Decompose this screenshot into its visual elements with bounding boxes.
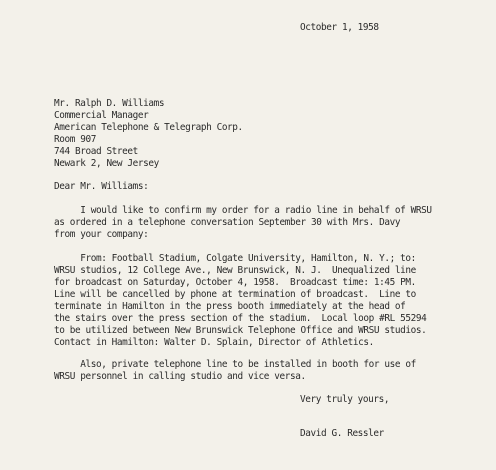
recipient-street: 744 Broad Street [54, 146, 138, 157]
paragraph2-line: to be utilized between New Brunswick Telephone Office and WRSU studios. [54, 325, 427, 336]
paragraph2-line: From: Football Stadium, Colgate University, Hamilton, N. Y.; to: [54, 253, 416, 264]
paragraph3-line: WRSU personnel in calling studio and vice versa. [54, 371, 306, 382]
paragraph2-line: Line will be cancelled by phone at termination of broadcast. Line to [54, 289, 416, 300]
paragraph1-line: from your company: [54, 229, 149, 240]
paragraph1-line: I would like to confirm my order for a radio line in behalf of WRSU [54, 205, 432, 216]
recipient-company: American Telephone & Telegraph Corp. [54, 122, 243, 133]
paragraph2-line: for broadcast on Saturday, October 4, 1958. Broadcast time: 1:45 PM. [54, 277, 416, 288]
paragraph2-line: the stairs over the press section of the stadium. Local loop #RL 55294 [54, 313, 427, 324]
paragraph3-line: Also, private telephone line to be installed in booth for use of [54, 359, 416, 370]
recipient-city: Newark 2, New Jersey [54, 158, 159, 169]
closing: Very truly yours, [300, 394, 390, 405]
paragraph2-line: terminate in Hamilton in the press booth immediately at the head of [54, 301, 406, 312]
signer-name: David G. Ressler [300, 428, 384, 439]
recipient-title: Commercial Manager [54, 110, 149, 121]
paragraph2-line: WRSU studios, 12 College Ave., New Brunswick, N. J. Unequalized line [54, 265, 416, 276]
salutation: Dear Mr. Williams: [54, 181, 149, 192]
recipient-name: Mr. Ralph D. Williams [54, 98, 165, 109]
paragraph2-line: Contact in Hamilton: Walter D. Splain, Director of Athletics. [54, 337, 374, 348]
letter-date: October 1, 1958 [300, 22, 379, 33]
recipient-room: Room 907 [54, 134, 96, 145]
paragraph1-line: as ordered in a telephone conversation September 30 with Mrs. Davy [54, 217, 401, 228]
